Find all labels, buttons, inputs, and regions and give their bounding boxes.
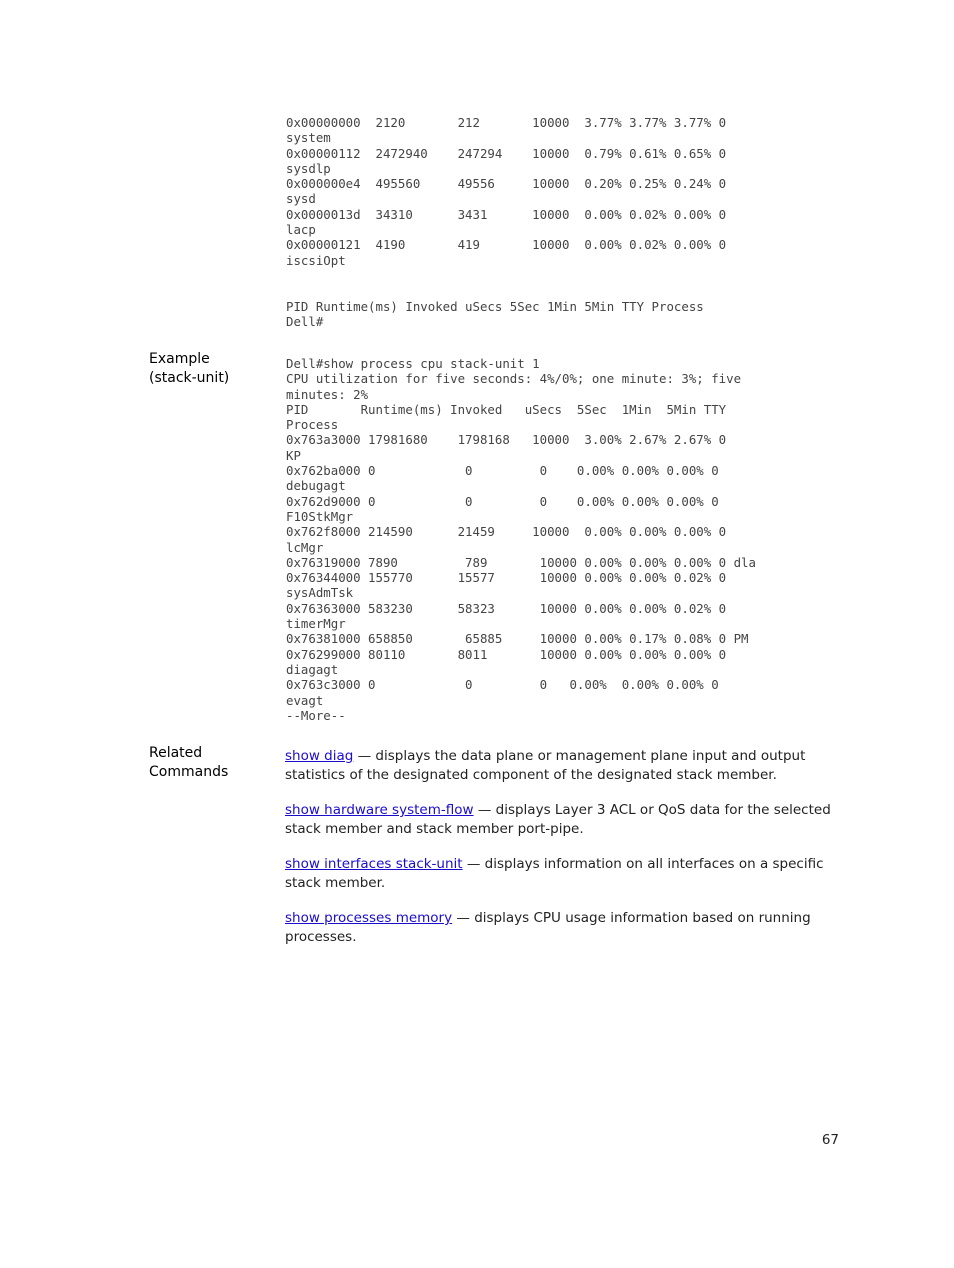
show-interfaces-stack-unit-link[interactable]: show interfaces stack-unit — [285, 856, 463, 872]
related-command-item — [285, 801, 835, 839]
output-line: lacp — [286, 222, 316, 238]
show-hardware-system-flow-link[interactable]: show hardware system-flow — [285, 802, 474, 818]
related-command-description: — displays CPU usage information based on running processes. — [285, 910, 811, 945]
output-line: 0x0000013d 34310 3431 10000 0.00% 0.02% 0.00% 0 — [286, 206, 727, 222]
output-line: 0x762d9000 0 0 0 0.00% 0.00% 0.00% 0 — [286, 493, 719, 509]
output-line: 0x00000121 4190 419 10000 0.00% 0.02% 0.00% 0 — [286, 237, 727, 253]
output-line: 0x76299000 80110 8011 10000 0.00% 0.00% 0.00% 0 — [286, 646, 727, 662]
page-number: 67 — [821, 1132, 839, 1148]
related-commands-label — [149, 744, 269, 782]
related-label-line: Related — [149, 745, 203, 761]
output-line: evagt — [286, 692, 324, 708]
output-line: Dell# — [286, 313, 324, 329]
output-line: lcMgr — [286, 539, 324, 555]
output-line: PID Runtime(ms) Invoked uSecs 5Sec 1Min 5Min TTY — [286, 401, 727, 417]
output-line: 0x762f8000 214590 21459 10000 0.00% 0.00% 0.00% 0 — [286, 524, 727, 540]
output-line: --More-- — [286, 707, 346, 723]
output-line: system — [286, 130, 331, 146]
output-line: 0x000000e4 495560 49556 10000 0.20% 0.25% 0.24% 0 — [286, 176, 727, 192]
related-command-item — [285, 909, 835, 947]
output-line: 0x76319000 7890 789 10000 0.00% 0.00% 0.00% 0 dla — [286, 554, 756, 570]
related-command-description: — displays the data plane or management plane input and output statistics of the designated component of the designated stack member. — [285, 748, 806, 783]
output-line: timerMgr — [286, 616, 346, 632]
output-line: Dell#show process cpu stack-unit 1 — [286, 356, 540, 371]
output-line: PID Runtime(ms) Invoked uSecs 5Sec 1Min 5Min TTY Process — [286, 298, 704, 314]
output-line: 0x763a3000 17981680 1798168 10000 3.00% 2.67% 2.67% 0 — [286, 432, 727, 448]
related-command-description: — displays information on all interfaces on a specific stack member. — [285, 856, 824, 891]
output-line: minutes: 2% — [286, 386, 369, 402]
show-processes-memory-link[interactable]: show processes memory — [285, 910, 453, 926]
output-line: F10StkMgr — [286, 508, 354, 524]
output-line: 0x00000112 2472940 247294 10000 0.79% 0.61% 0.65% 0 — [286, 145, 727, 161]
related-label-line: Commands — [149, 764, 229, 780]
output-line: Process — [286, 417, 339, 433]
related-command-item — [285, 855, 835, 893]
example-label — [149, 350, 269, 388]
related-command-item — [285, 747, 835, 785]
output-line: sysdlp — [286, 160, 331, 176]
example-label-line: Example — [149, 351, 210, 367]
output-line: sysAdmTsk — [286, 585, 354, 601]
output-line: 0x763c3000 0 0 0 0.00% 0.00% 0.00% 0 — [286, 677, 719, 693]
cpu-process-output-top — [286, 115, 726, 329]
output-line: KP — [286, 447, 301, 463]
output-line: sysd — [286, 191, 316, 207]
output-line: 0x76363000 583230 58323 10000 0.00% 0.00% 0.02% 0 — [286, 600, 727, 616]
output-line: 0x00000000 2120 212 10000 3.77% 3.77% 3.77% 0 — [286, 115, 727, 130]
related-command-description: — displays Layer 3 ACL or QoS data for the selected stack member and stack member port-pipe. — [285, 802, 831, 837]
related-commands-list — [285, 747, 835, 963]
show-diag-link[interactable]: show diag — [285, 748, 354, 764]
output-line: 0x76381000 658850 65885 10000 0.00% 0.17% 0.08% 0 PM — [286, 631, 749, 647]
example-label-line: (stack-unit) — [149, 370, 230, 386]
example-stack-unit-output — [286, 356, 756, 723]
output-line: 0x76344000 155770 15577 10000 0.00% 0.00% 0.02% 0 — [286, 570, 727, 586]
output-line: diagagt — [286, 661, 339, 677]
output-line: iscsiOpt — [286, 252, 346, 268]
output-line: debugagt — [286, 478, 346, 494]
output-line: 0x762ba000 0 0 0 0.00% 0.00% 0.00% 0 — [286, 463, 719, 479]
output-line: CPU utilization for five seconds: 4%/0%; one minute: 3%; five — [286, 371, 742, 387]
